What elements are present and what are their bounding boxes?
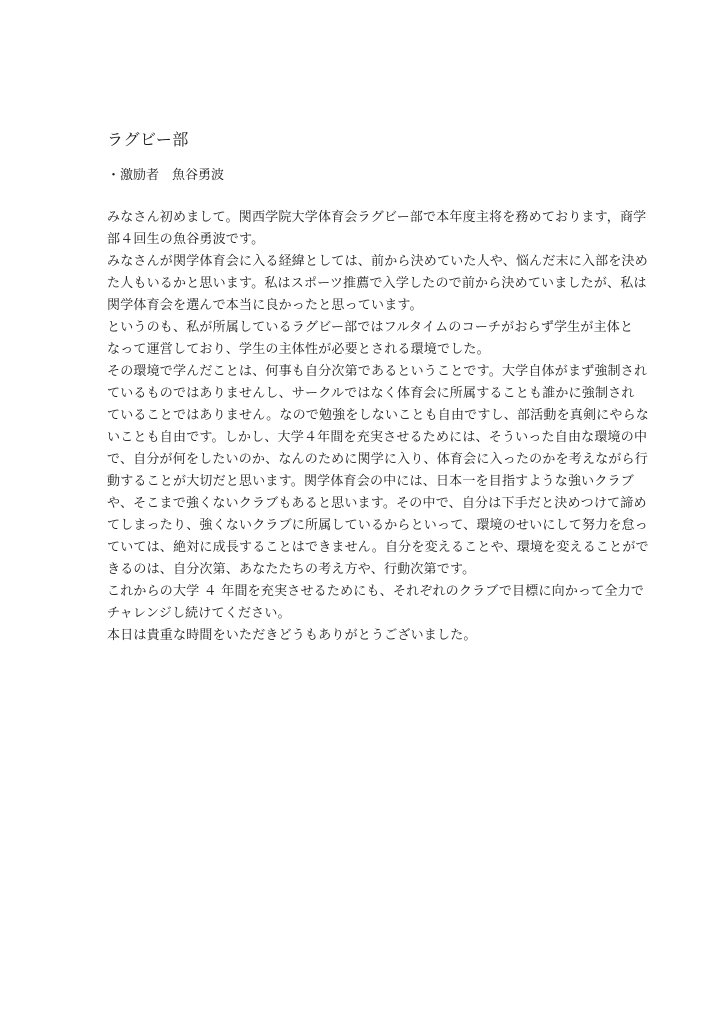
paragraph-line: 動することが大切だと思います。関学体育会の中には、日本一を目指すような強いクラブ — [107, 474, 634, 489]
paragraph-line: 部４回生の魚谷勇波です。 — [107, 232, 265, 247]
paragraph-line: 本日は貴重な時間をいただきどうもありがとうございました。 — [107, 628, 477, 643]
paragraph-line: ていることではありません。なので勉強をしないことも自由ですし、部活動を真剣にやらな — [107, 408, 649, 423]
body-text — [107, 207, 649, 647]
paragraph-line: ていては、絶対に成長することはできません。自分を変えることや、環境を変えることがで — [107, 540, 649, 555]
paragraph-line: や、そこまで強くないクラブもあると思います。その中で、自分は下手だと決めつけて諦め — [107, 496, 647, 511]
paragraph-line: た人もいるかと思います。私はスポーツ推薦で入学したので前から決めていましたが、私は — [107, 276, 647, 291]
paragraph-line: チャレンジし続けてください。 — [107, 606, 291, 621]
paragraph-line: きるのは、自分次第、あなたたちの考え方や、行動次第です。 — [107, 562, 476, 577]
paragraph-line: で、自分が何をしたいのか、なんのために関学に入り、体育会に入ったのかを考えながら行 — [107, 452, 648, 467]
paragraph-line: 関学体育会を選んで本当に良かったと思っています。 — [107, 298, 423, 313]
paragraph-line: いことも自由です。しかし、大学４年間を充実させるためには、そういった自由な環境の中 — [107, 430, 648, 445]
paragraph-line: ているものではありませんし、サークルではなく体育会に所属することも誰かに強制され — [107, 386, 635, 401]
paragraph-line: みなさん初めまして。関西学院大学体育会ラグビー部で本年度主将を務めております，商学 — [107, 210, 647, 225]
paragraph-line: てしまったり、強くないクラブに所属しているからといって、環境のせいにして努力を怠っ — [107, 518, 648, 533]
paragraph-line: その環境で学んだことは、何事も自分次第であるということです。大学自体がまず強制され — [107, 364, 648, 379]
paragraph-line: これからの大学 ４ 年間を充実させるためにも、それぞれのクラブで目標に向かって全力で — [107, 584, 645, 599]
paragraph-line: みなさんが関学体育会に入る経緯としては、前から決めていた人や、悩んだ末に入部を決め — [107, 254, 648, 269]
paragraph-line: というのも、私が所属しているラグビー部ではフルタイムのコーチがおらず学生が主体と — [107, 320, 634, 335]
paragraph-line: なって運営しており、学生の主体性が必要とされる環境でした。 — [107, 342, 490, 357]
speaker-line: ・激励者 魚谷勇波 — [107, 168, 225, 183]
page-title: ラグビー部 — [107, 130, 189, 149]
